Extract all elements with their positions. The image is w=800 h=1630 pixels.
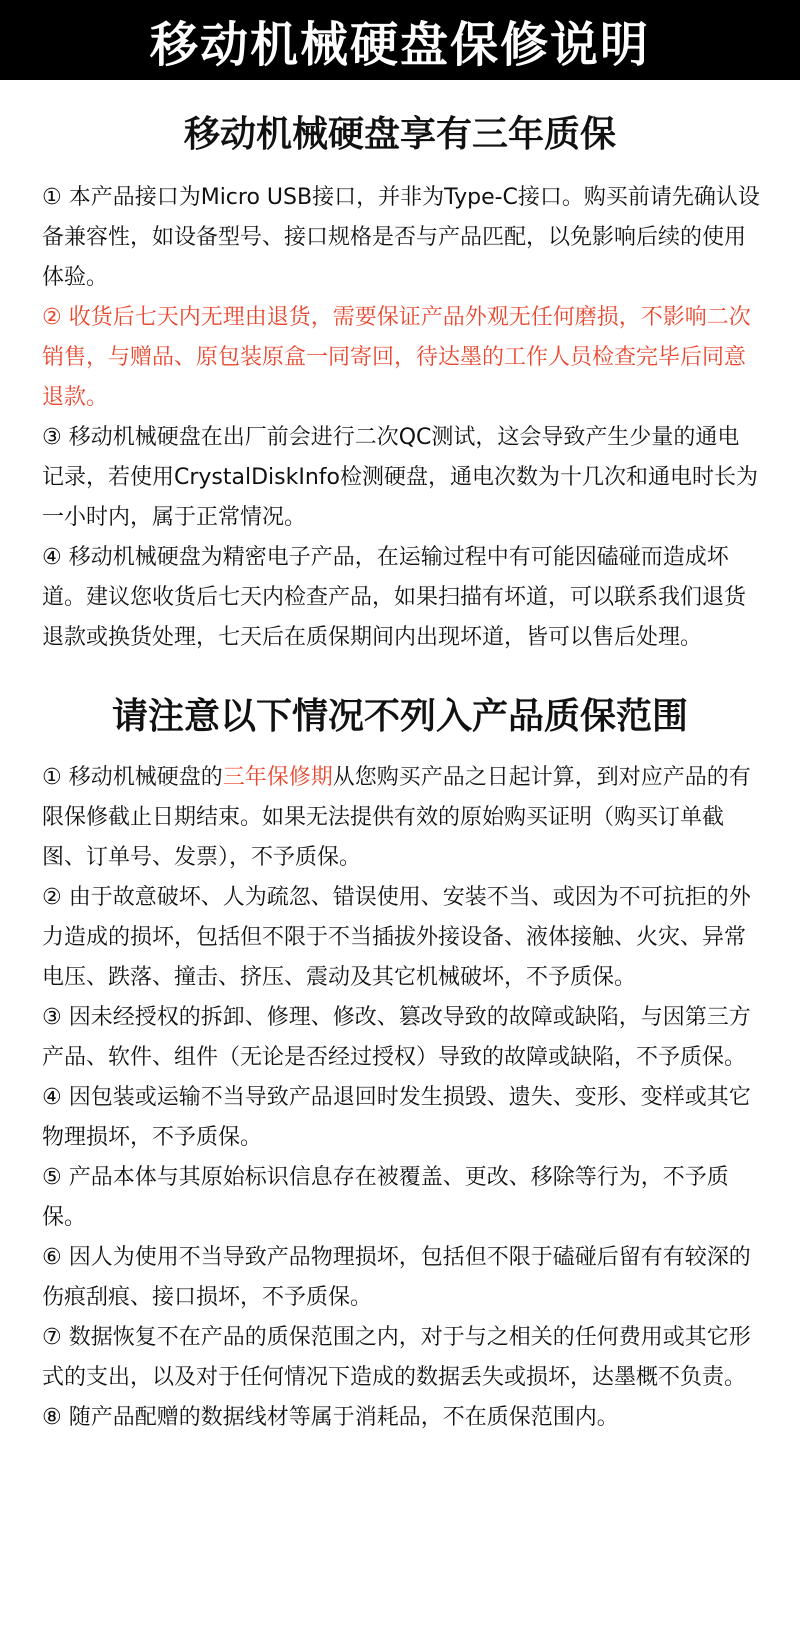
exclusion-item-1-prefix: ① 移动机械硬盘的 bbox=[42, 765, 223, 790]
warranty-term-2-return-policy: ② 收货后七天内无理由退货，需要保证产品外观无任何磨损，不影响二次销售，与赠品、原包装原盒一同寄回，待达墨的工作人员检查完毕后同意退款。 bbox=[42, 305, 751, 410]
exclusions-section-title: 请注意以下情况不列入产品质保范围 bbox=[111, 696, 688, 737]
warranty-section-title: 移动机械硬盘享有三年质保 bbox=[183, 114, 616, 155]
warranty-term-4: ④ 移动机械硬盘为精密电子产品，在运输过程中有可能因磕碰而造成坏道。建议您收货后七天内检查产品，如果扫描有坏道，可以联系我们退货退款或换货处理，七天后在质保期间内出现坏道，皆可以售后处理。 bbox=[42, 545, 747, 650]
exclusion-item-2: ② 由于故意破坏、人为疏忽、错误使用、安装不当、或因为不可抗拒的外力造成的损坏，包括但不限于不当插拔外接设备、液体接触、火灾、异常电压、跌落、撞击、挤压、震动及其它机械破坏，不予质保。 bbox=[42, 885, 751, 990]
exclusion-item-5: ⑤ 产品本体与其原始标识信息存在被覆盖、更改、移除等行为，不予质保。 bbox=[42, 1165, 729, 1230]
warranty-term-3: ③ 移动机械硬盘在出厂前会进行二次QC测试，这会导致产生少量的通电记录，若使用CrystalDiskInfo检测硬盘，通电次数为十几次和通电时长为一小时内，属于正常情况。 bbox=[42, 425, 759, 530]
warranty-terms-list bbox=[0, 178, 800, 658]
exclusion-item-6: ⑥ 因人为使用不当导致产品物理损坏，包括但不限于磕碰后留有有较深的伤痕刮痕、接口损坏，不予质保。 bbox=[42, 1245, 751, 1310]
exclusion-item-7: ⑦ 数据恢复不在产品的质保范围之内，对于与之相关的任何费用或其它形式的支出，以及对于任何情况下造成的数据丢失或损坏，达墨概不负责。 bbox=[42, 1325, 751, 1390]
exclusion-item-4: ④ 因包装或运输不当导致产品退回时发生损毁、遗失、变形、变样或其它物理损坏，不予质保。 bbox=[42, 1085, 751, 1150]
exclusions-list bbox=[0, 758, 800, 1438]
warranty-period-highlight: 三年保修期 bbox=[222, 765, 333, 790]
page-banner-title: 移动机械硬盘保修说明 bbox=[0, 0, 800, 80]
exclusion-item-3: ③ 因未经授权的拆卸、修理、修改、篡改导致的故障或缺陷，与因第三方产品、软件、组件（无论是否经过授权）导致的故障或缺陷，不予质保。 bbox=[42, 1005, 751, 1070]
warranty-term-1: ① 本产品接口为Micro USB接口，并非为Type-C接口。购买前请先确认设备兼容性，如设备型号、接口规格是否与产品匹配，以免影响后续的使用体验。 bbox=[42, 185, 760, 290]
exclusion-item-1 bbox=[42, 758, 760, 878]
exclusion-item-1-suffix: 从您购买产品之日起计算，到对应产品的有限保修截止日期结束。如果无法提供有效的原始购买证明（购买订单截图、订单号、发票），不予质保。 bbox=[42, 765, 751, 870]
exclusion-item-8: ⑧ 随产品配赠的数据线材等属于消耗品，不在质保范围内。 bbox=[42, 1405, 619, 1430]
